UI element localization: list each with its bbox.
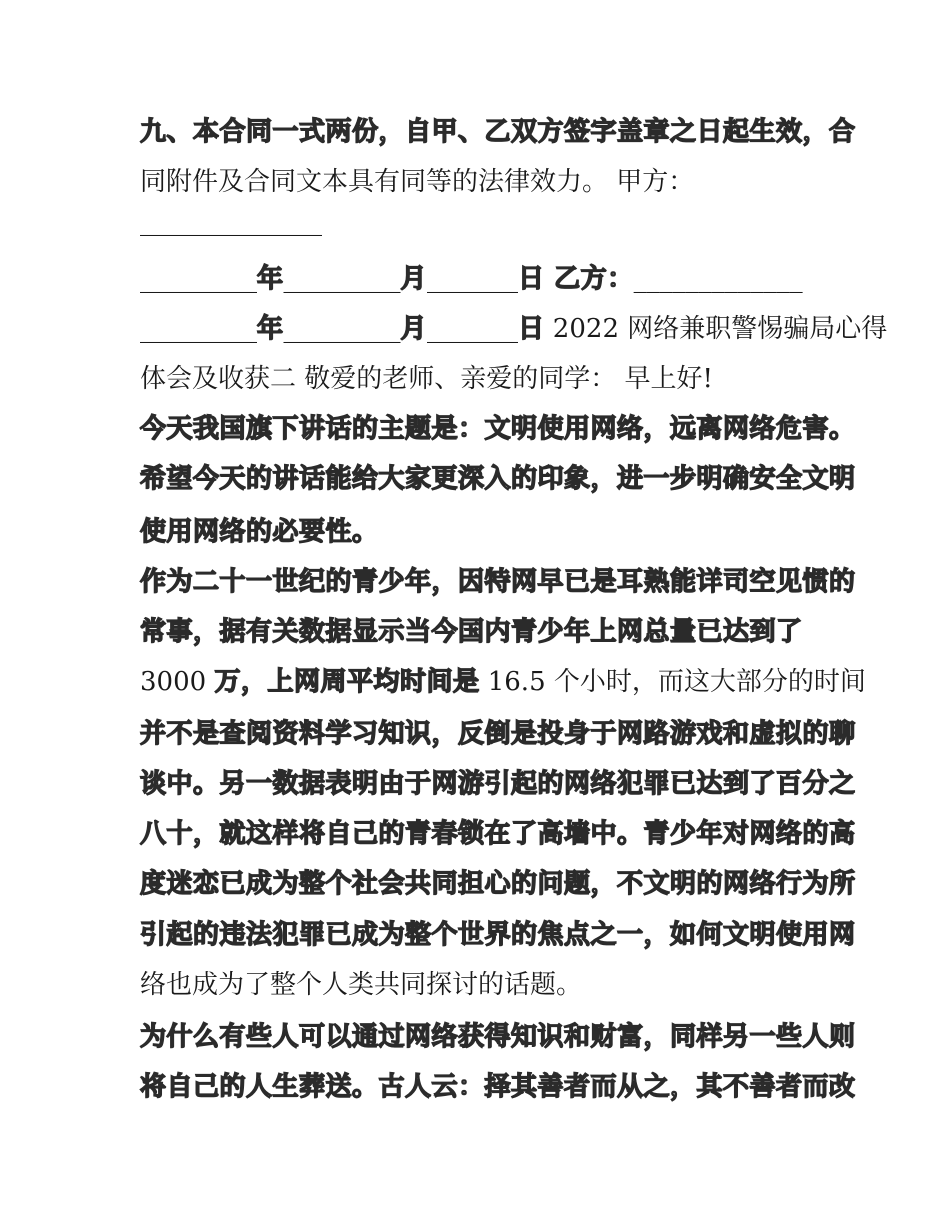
- text-line: [140, 362, 820, 396]
- text-segment: 引起的违法犯罪已成为整个世界的焦点之一，如何文明使用网: [140, 920, 856, 950]
- text-segment: 络也成为了整个人类共同探讨的话题。: [140, 970, 583, 1000]
- date-line-party-b: [140, 312, 888, 346]
- text-segment: 月: [400, 314, 428, 344]
- text-line: [140, 615, 820, 649]
- text-segment: 作为二十一世纪的青少年，因特网早已是耳熟能详司空见惯的: [140, 567, 856, 597]
- text-segment: 为什么有些人可以通过网络获得知识和财富，同样另一些人则: [140, 1022, 856, 1052]
- text-segment: 月: [400, 264, 428, 294]
- blank-underline: _____________: [633, 264, 803, 294]
- text-line: [140, 717, 856, 751]
- text-segment: 日: [518, 314, 545, 344]
- text-line: [140, 1020, 856, 1054]
- text-segment: 3000: [140, 667, 215, 697]
- text-segment: 日 乙方：: [518, 264, 634, 294]
- signature-line-party-a: [140, 205, 820, 239]
- blank-underline: _________: [140, 264, 257, 294]
- text-segment: 将自己的人生葬送。古人云：择其善者而从之，其不善者而改: [140, 1072, 856, 1102]
- blank-underline: _________: [283, 264, 401, 294]
- text-segment: 度迷恋已成为整个社会共同担心的问题，不文明的网络行为所: [140, 869, 856, 899]
- blank-underline: _________: [140, 314, 257, 344]
- text-segment: 并不是查阅资料学习知识，反倒是投身于网路游戏和虚拟的聊: [140, 719, 856, 749]
- text-line: [140, 665, 866, 699]
- text-segment: 八十，就这样将自己的青春锁在了高墙中。青少年对网络的高: [140, 819, 856, 849]
- text-segment: 体会及收获二 敬爱的老师、亲爱的同学： 早上好!: [140, 364, 713, 394]
- text-line: [140, 515, 820, 549]
- text-line: [140, 115, 856, 149]
- text-segment: 年: [257, 314, 284, 344]
- text-segment: 16.5 个小时，而这大部分的时间: [479, 667, 866, 697]
- text-line: [140, 968, 820, 1002]
- text-line: [140, 767, 856, 801]
- text-line: [140, 412, 856, 446]
- text-segment: 谈中。另一数据表明由于网游引起的网络犯罪已达到了百分之: [140, 769, 856, 799]
- text-segment: 年: [257, 264, 284, 294]
- blank-underline: _________: [283, 314, 401, 344]
- text-segment: 常事，据有关数据显示当今国内青少年上网总量已达到了: [140, 617, 803, 647]
- text-segment: 同附件及合同文本具有同等的法律效力。 甲方：: [140, 167, 695, 197]
- date-line-party-a: [140, 262, 820, 296]
- text-segment: 希望今天的讲话能给大家更深入的印象，进一步明确安全文明: [140, 464, 856, 494]
- text-line: [140, 1070, 856, 1104]
- text-segment: 使用网络的必要性。: [140, 517, 379, 547]
- text-segment: 九、本合同一式两份，自甲、乙双方签字盖章之日起生效，合: [140, 117, 856, 147]
- blank-underline: ______________: [140, 207, 322, 237]
- text-segment: 2022 网络兼职警惕骗局心得: [544, 314, 888, 344]
- blank-underline: _______: [427, 264, 519, 294]
- blank-underline: _______: [427, 314, 519, 344]
- text-line: [140, 165, 820, 199]
- text-line: [140, 918, 856, 952]
- text-segment: 今天我国旗下讲话的主题是：文明使用网络，远离网络危害。: [140, 414, 856, 444]
- text-line: [140, 817, 856, 851]
- text-line: [140, 565, 856, 599]
- text-segment: 万，上网周平均时间是: [214, 667, 480, 697]
- text-line: [140, 462, 856, 496]
- text-line: [140, 867, 856, 901]
